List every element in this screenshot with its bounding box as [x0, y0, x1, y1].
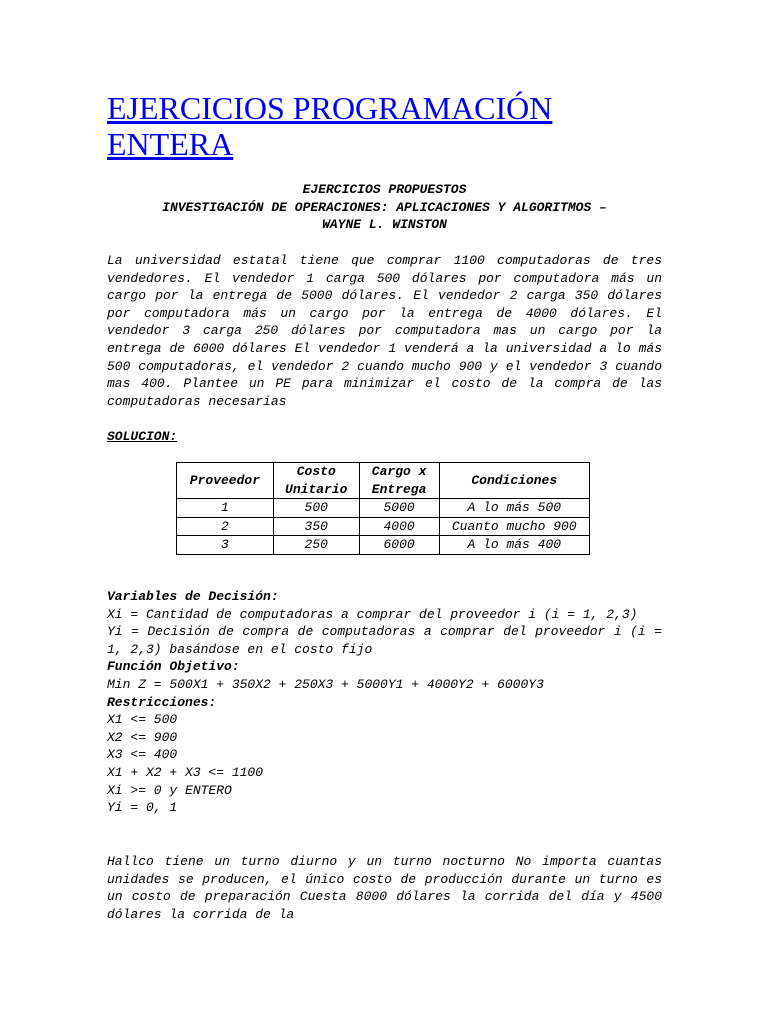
header-line-1: EJERCICIOS PROPUESTOS — [302, 182, 467, 197]
table-cell: A lo más 500 — [439, 499, 589, 518]
table-cell: 500 — [273, 499, 359, 518]
table-header-cell: Costo Unitario — [273, 463, 359, 499]
solution-label: SOLUCION: — [107, 429, 178, 444]
problem-statement-2: Hallco tiene un turno diurno y un turno nocturno No importa cuantas unidades se producen, el único costo de producción durante un turno es un costo de preparación Cuesta 8000 dólares la corrida del día y 4500 dólares la corrida de la — [107, 854, 662, 922]
table-row — [177, 499, 590, 518]
table-header-cell: Proveedor — [177, 463, 274, 499]
table-header-row — [177, 463, 590, 499]
header-line-2: INVESTIGACIÓN DE OPERACIONES: APLICACIONES Y ALGORITMOS – — [162, 199, 607, 215]
model-formulation — [107, 588, 662, 817]
table-cell: 250 — [273, 536, 359, 555]
constraint-5: Xi >= 0 y ENTERO — [107, 782, 232, 798]
table-cell: 6000 — [359, 536, 439, 555]
table-cell: Cuanto mucho 900 — [439, 517, 589, 536]
table-row — [177, 536, 590, 555]
page-title[interactable]: EJERCICIOS PROGRAMACIÓN ENTERA — [107, 90, 553, 162]
supplier-table — [176, 462, 590, 555]
objective-function: Min Z = 500X1 + 350X2 + 250X3 + 5000Y1 + 4000Y2 + 6000Y3 — [107, 676, 544, 692]
table-cell: 4000 — [359, 517, 439, 536]
table-row — [177, 517, 590, 536]
problem-statement-1: La universidad estatal tiene que comprar 1100 computadoras de tres vendedores. El vendedor 1 carga 500 dólares por computadora más un cargo por la entrega de 5000 dólares. El vendedor 2 carga 350 dólares por computadora más un cargo por la entrega de 4000 dólares. El vendedor 3 carga 250 dólares por computadora mas un cargo por la entrega de 6000 dólares El vendedor 1 venderá a la universidad a lo más 500 computadoras, el vendedor 2 cuando mucho 900 y el vendedor 3 cuando mas 400. Plantee un PE para minimizar el costo de la compra de las computadoras necesarias — [107, 253, 662, 409]
constraint-4: X1 + X2 + X3 <= 1100 — [107, 764, 264, 780]
objective-label: Función Objetivo: — [107, 659, 240, 675]
table-cell: 350 — [273, 517, 359, 536]
variables-label: Variables de Decisión: — [107, 589, 279, 604]
table-header-cell: Condiciones — [439, 463, 589, 499]
header-line-3: WAYNE L. WINSTON — [322, 217, 447, 233]
table-cell: A lo más 400 — [439, 536, 589, 555]
table-cell: 2 — [177, 517, 274, 536]
table-cell: 5000 — [359, 499, 439, 518]
table-cell: 3 — [177, 536, 274, 555]
constraint-1: X1 <= 500 — [107, 712, 178, 728]
table-header-cell: Cargo x Entrega — [359, 463, 439, 499]
constraints-label: Restricciones: — [107, 694, 217, 710]
constraint-6: Yi = 0, 1 — [107, 800, 178, 816]
constraint-3: X3 <= 400 — [107, 747, 178, 763]
source-header — [107, 181, 662, 234]
variable-xi: Xi = Cantidad de computadoras a comprar del proveedor i (i = 1, 2,3) — [107, 606, 638, 622]
table-cell: 1 — [177, 499, 274, 518]
constraint-2: X2 <= 900 — [107, 729, 178, 745]
variable-yi: Yi = Decisión de compra de computadoras a comprar del proveedor i (i = 1, 2,3) basándose en el costo fijo — [107, 624, 662, 657]
